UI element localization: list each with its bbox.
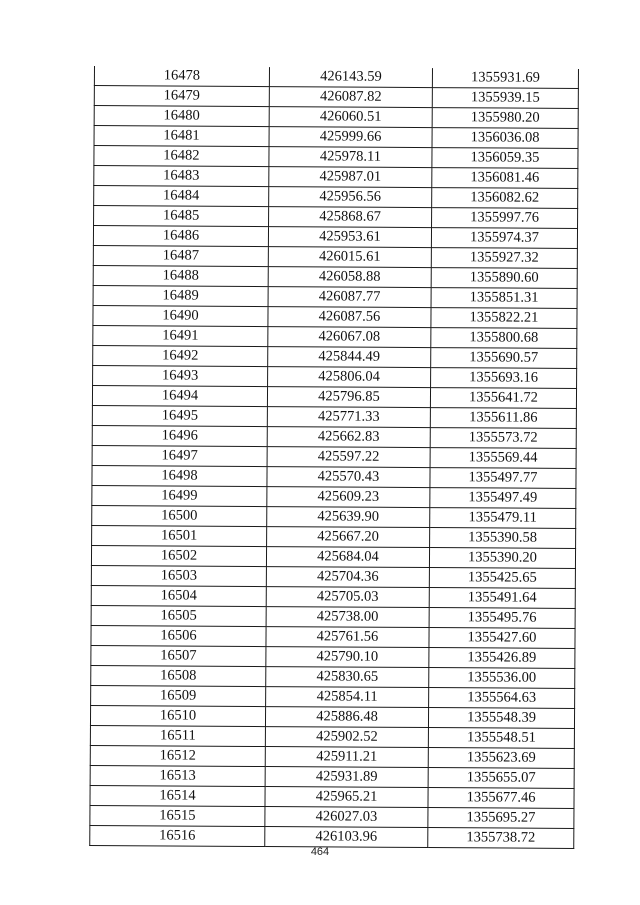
table-row [91, 665, 575, 688]
point-number-cell: 16493 [93, 365, 268, 386]
point-number-cell: 16481 [94, 126, 269, 147]
x-coordinate-cell: 425796.85 [267, 387, 430, 408]
x-coordinate-cell: 425771.33 [267, 407, 430, 428]
x-coordinate-cell: 425854.11 [266, 687, 429, 708]
x-coordinate-cell: 426067.08 [268, 327, 431, 348]
x-coordinate-cell: 426103.96 [265, 827, 428, 848]
y-coordinate-cell: 1355655.07 [428, 768, 574, 789]
y-coordinate-cell: 1355427.60 [429, 628, 575, 649]
y-coordinate-cell: 1355800.68 [431, 328, 577, 349]
y-coordinate-cell: 1355425.65 [429, 568, 575, 589]
table-row [93, 285, 577, 308]
point-number-cell: 16509 [91, 685, 266, 706]
point-number-cell: 16480 [94, 106, 269, 127]
table-row [93, 345, 577, 368]
point-number-cell: 16504 [91, 585, 266, 606]
point-number-cell: 16514 [90, 785, 265, 806]
x-coordinate-cell: 425806.04 [268, 367, 431, 388]
table-row [92, 465, 576, 488]
table-row [92, 445, 576, 468]
x-coordinate-cell: 425609.23 [267, 487, 430, 508]
y-coordinate-cell: 1355426.89 [429, 648, 575, 669]
x-coordinate-cell: 426087.77 [268, 287, 431, 308]
point-number-cell: 16488 [93, 265, 268, 286]
x-coordinate-cell: 425704.36 [266, 567, 429, 588]
point-number-cell: 16482 [94, 146, 269, 167]
point-number-cell: 16490 [93, 305, 268, 326]
y-coordinate-cell: 1355497.77 [430, 468, 576, 489]
x-coordinate-cell: 425956.56 [269, 187, 432, 208]
point-number-cell: 16478 [94, 66, 269, 87]
table-row [90, 825, 574, 848]
table-row [92, 505, 576, 528]
table-row [92, 485, 576, 508]
y-coordinate-cell: 1355890.60 [431, 268, 577, 289]
y-coordinate-cell: 1356059.35 [432, 148, 578, 169]
point-number-cell: 16511 [90, 725, 265, 746]
x-coordinate-cell: 425902.52 [265, 727, 428, 748]
table-row [90, 805, 574, 828]
table-row [91, 545, 575, 568]
table-row [90, 725, 574, 748]
table-row [90, 765, 574, 788]
y-coordinate-cell: 1355927.32 [431, 248, 577, 269]
x-coordinate-cell: 425987.01 [269, 167, 432, 188]
y-coordinate-cell: 1355536.00 [429, 668, 575, 689]
point-number-cell: 16508 [91, 665, 266, 686]
x-coordinate-cell: 426087.82 [269, 87, 432, 108]
y-coordinate-cell: 1355738.72 [428, 828, 574, 849]
y-coordinate-cell: 1355822.21 [431, 308, 577, 329]
x-coordinate-cell: 425978.11 [269, 147, 432, 168]
point-number-cell: 16479 [94, 86, 269, 107]
y-coordinate-cell: 1355939.15 [432, 88, 578, 109]
x-coordinate-cell: 425953.61 [268, 227, 431, 248]
y-coordinate-cell: 1355931.69 [432, 68, 578, 88]
table-row [90, 785, 574, 808]
table-row [93, 365, 577, 388]
y-coordinate-cell: 1355390.20 [429, 548, 575, 569]
table-row [94, 186, 578, 209]
x-coordinate-cell: 425684.04 [266, 547, 429, 568]
x-coordinate-cell: 425965.21 [265, 787, 428, 808]
y-coordinate-cell: 1355641.72 [430, 388, 576, 409]
point-number-cell: 16503 [91, 565, 266, 586]
x-coordinate-cell: 425667.20 [267, 527, 430, 548]
y-coordinate-cell: 1355677.46 [428, 788, 574, 809]
x-coordinate-cell: 425639.90 [267, 507, 430, 528]
point-number-cell: 16495 [92, 405, 267, 426]
y-coordinate-cell: 1355569.44 [430, 448, 576, 469]
point-number-cell: 16505 [91, 605, 266, 626]
x-coordinate-cell: 425662.83 [267, 427, 430, 448]
x-coordinate-cell: 425761.56 [266, 627, 429, 648]
point-number-cell: 16491 [93, 325, 268, 346]
y-coordinate-cell: 1355495.76 [429, 608, 575, 629]
x-coordinate-cell: 426015.61 [268, 247, 431, 268]
point-number-cell: 16516 [90, 825, 265, 846]
y-coordinate-cell: 1355974.37 [431, 228, 577, 249]
x-coordinate-cell: 425705.03 [266, 587, 429, 608]
y-coordinate-cell: 1355390.58 [430, 528, 576, 549]
table-row [93, 325, 577, 348]
x-coordinate-cell: 426060.51 [269, 107, 432, 128]
table-row [92, 405, 576, 428]
x-coordinate-cell: 425830.65 [266, 667, 429, 688]
table-row [90, 705, 574, 728]
y-coordinate-cell: 1355693.16 [431, 368, 577, 389]
point-number-cell: 16486 [93, 226, 268, 247]
table-row [91, 605, 575, 628]
y-coordinate-cell: 1355851.31 [431, 288, 577, 309]
x-coordinate-cell: 425844.49 [268, 347, 431, 368]
table-row [92, 385, 576, 408]
table-row [90, 745, 574, 768]
point-number-cell: 16485 [94, 206, 269, 227]
point-number-cell: 16498 [92, 465, 267, 486]
point-number-cell: 16502 [91, 545, 266, 566]
y-coordinate-cell: 1355690.57 [431, 348, 577, 369]
y-coordinate-cell: 1356036.08 [432, 128, 578, 149]
point-number-cell: 16489 [93, 285, 268, 306]
table-row [93, 245, 577, 268]
y-coordinate-cell: 1355623.69 [428, 748, 574, 769]
x-coordinate-cell: 425570.43 [267, 467, 430, 488]
table-row [93, 265, 577, 288]
y-coordinate-cell: 1355997.76 [432, 208, 578, 229]
point-number-cell: 16501 [92, 525, 267, 546]
point-number-cell: 16496 [92, 425, 267, 446]
coordinate-table [89, 66, 579, 849]
point-number-cell: 16512 [90, 745, 265, 766]
x-coordinate-cell: 426027.03 [265, 807, 428, 828]
y-coordinate-cell: 1356082.62 [432, 188, 578, 209]
y-coordinate-cell: 1355980.20 [432, 108, 578, 129]
x-coordinate-cell: 425790.10 [266, 647, 429, 668]
table-row [94, 166, 578, 189]
y-coordinate-cell: 1355564.63 [429, 688, 575, 709]
x-coordinate-cell: 426058.88 [268, 267, 431, 288]
y-coordinate-cell: 1356081.46 [432, 168, 578, 189]
x-coordinate-cell: 425738.00 [266, 607, 429, 628]
x-coordinate-cell: 426143.59 [269, 67, 432, 87]
point-number-cell: 16507 [91, 645, 266, 666]
table-row [92, 525, 576, 548]
table-row [94, 66, 578, 88]
point-number-cell: 16487 [93, 245, 268, 266]
x-coordinate-cell: 425911.21 [265, 747, 428, 768]
y-coordinate-cell: 1355497.49 [430, 488, 576, 509]
point-number-cell: 16515 [90, 805, 265, 826]
page-number: 464 [310, 846, 330, 858]
point-number-cell: 16484 [94, 186, 269, 207]
y-coordinate-cell: 1355611.86 [430, 408, 576, 429]
table-row [91, 645, 575, 668]
table-row [91, 625, 575, 648]
point-number-cell: 16483 [94, 166, 269, 187]
table-row [94, 86, 578, 109]
x-coordinate-cell: 425931.89 [265, 767, 428, 788]
y-coordinate-cell: 1355491.64 [429, 588, 575, 609]
y-coordinate-cell: 1355573.72 [430, 428, 576, 449]
y-coordinate-cell: 1355479.11 [430, 508, 576, 529]
x-coordinate-cell: 425868.67 [269, 207, 432, 228]
point-number-cell: 16492 [93, 345, 268, 366]
table-row [91, 565, 575, 588]
x-coordinate-cell: 425999.66 [269, 127, 432, 148]
point-number-cell: 16499 [92, 485, 267, 506]
y-coordinate-cell: 1355548.39 [428, 708, 574, 729]
table-row [94, 206, 578, 229]
x-coordinate-cell: 425886.48 [265, 707, 428, 728]
point-number-cell: 16500 [92, 505, 267, 526]
y-coordinate-cell: 1355548.51 [428, 728, 574, 749]
table-row [93, 226, 577, 249]
coordinate-table-body [90, 66, 579, 848]
y-coordinate-cell: 1355695.27 [428, 808, 574, 829]
table-row [94, 106, 578, 129]
point-number-cell: 16506 [91, 625, 266, 646]
point-number-cell: 16510 [90, 705, 265, 726]
table-row [93, 305, 577, 328]
table-row [91, 585, 575, 608]
table-row [92, 425, 576, 448]
point-number-cell: 16513 [90, 765, 265, 786]
x-coordinate-cell: 426087.56 [268, 307, 431, 328]
x-coordinate-cell: 425597.22 [267, 447, 430, 468]
table-row [91, 685, 575, 708]
table-row [94, 146, 578, 169]
table-row [94, 126, 578, 149]
point-number-cell: 16494 [92, 385, 267, 406]
point-number-cell: 16497 [92, 445, 267, 466]
